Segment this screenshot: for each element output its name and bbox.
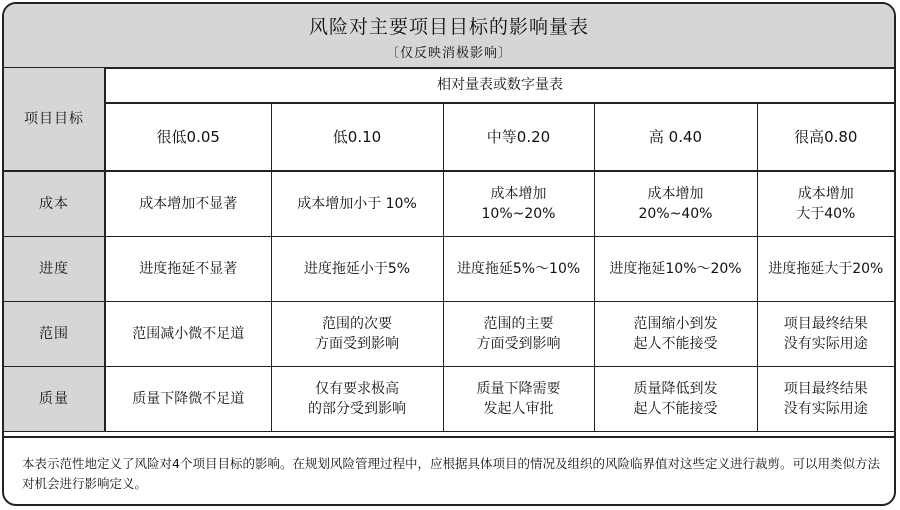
cell-text: 项目最终结果 没有实际用途 [783, 316, 868, 352]
cell-text: 进度拖延不显著 [139, 261, 238, 277]
cell-quality-medium [443, 367, 594, 432]
table-subtitle: 〔仅反映消极影响〕 [385, 46, 512, 61]
scale-low: 低0.10 [271, 103, 443, 171]
footnote-divider [4, 436, 894, 438]
cell-text: 进度拖延小于5% [303, 261, 411, 277]
table-title: 风险对主要项目目标的影响量表 [308, 16, 589, 38]
scale-very-high: 很高0.80 [757, 103, 894, 171]
cell-scope-low [271, 302, 443, 367]
cell-schedule-very-low [105, 237, 271, 302]
scale-high: 高 0.40 [594, 103, 757, 171]
cell-quality-very-high [757, 367, 894, 432]
cell-scope-high [594, 302, 757, 367]
row-scope [4, 302, 894, 367]
cell-quality-high [594, 367, 757, 432]
cell-text: 进度拖延大于20% [768, 261, 884, 277]
cell-text: 仅有要求极高 的部分受到影响 [308, 381, 406, 417]
cell-text: 成本增加 大于40% [796, 186, 856, 222]
row-label-scope: 范围 [4, 302, 105, 367]
cell-text: 项目最终结果 没有实际用途 [783, 381, 868, 417]
cell-schedule-very-high [757, 237, 894, 302]
footnote: 本表示范性地定义了风险对4个项目目标的影响。在规划风险管理过程中，应根据具体项目的情况及组织的风险临界值对这些定义进行裁剪。可以用类似方法对机会进行影响定义。 [22, 456, 880, 491]
cell-text: 质量降低到发 起人不能接受 [633, 381, 718, 417]
cell-text: 成本增加小于 10% [297, 196, 417, 212]
scale-band-row [4, 68, 894, 104]
objective-header [4, 68, 105, 172]
cell-schedule-medium [443, 237, 594, 302]
scale-header: 相对量表或数字量表 [105, 68, 894, 104]
cell-quality-low [271, 367, 443, 432]
impact-scale-grid [4, 67, 894, 432]
cell-cost-low [271, 171, 443, 237]
title-band [4, 4, 894, 69]
objective-header-label: 项目目标 [24, 111, 84, 127]
cell-text: 进度拖延10%～20% [609, 261, 742, 277]
scale-values-row [4, 103, 894, 171]
cell-text: 范围的次要 方面受到影响 [315, 316, 399, 352]
cell-text: 质量下降微不足道 [132, 391, 245, 407]
cell-scope-medium [443, 302, 594, 367]
cell-cost-very-high [757, 171, 894, 237]
row-quality [4, 367, 894, 432]
cell-text: 成本增加 10%~20% [481, 186, 556, 222]
cell-schedule-high [594, 237, 757, 302]
row-label-schedule: 进度 [4, 237, 105, 302]
cell-schedule-low [271, 237, 443, 302]
row-label-quality: 质量 [4, 367, 105, 432]
cell-cost-high [594, 171, 757, 237]
cell-text: 范围的主要 方面受到影响 [476, 316, 561, 352]
cell-text: 成本增加不显著 [139, 196, 238, 212]
cell-text: 范围减小微不足道 [132, 326, 245, 342]
row-label-cost: 成本 [4, 171, 105, 237]
cell-quality-very-low [105, 367, 271, 432]
cell-text: 进度拖延5%～10% [456, 261, 581, 277]
cell-text: 范围缩小到发 起人不能接受 [633, 316, 718, 352]
cell-scope-very-low [105, 302, 271, 367]
cell-text: 质量下降需要 发起人审批 [476, 381, 561, 417]
row-cost [4, 171, 894, 237]
cell-cost-very-low [105, 171, 271, 237]
row-schedule [4, 237, 894, 302]
cell-cost-medium [443, 171, 594, 237]
impact-scale-table-frame [2, 2, 896, 506]
scale-very-low: 很低0.05 [105, 103, 271, 171]
scale-medium: 中等0.20 [443, 103, 594, 171]
cell-text: 成本增加 20%~40% [638, 186, 713, 222]
cell-scope-very-high [757, 302, 894, 367]
